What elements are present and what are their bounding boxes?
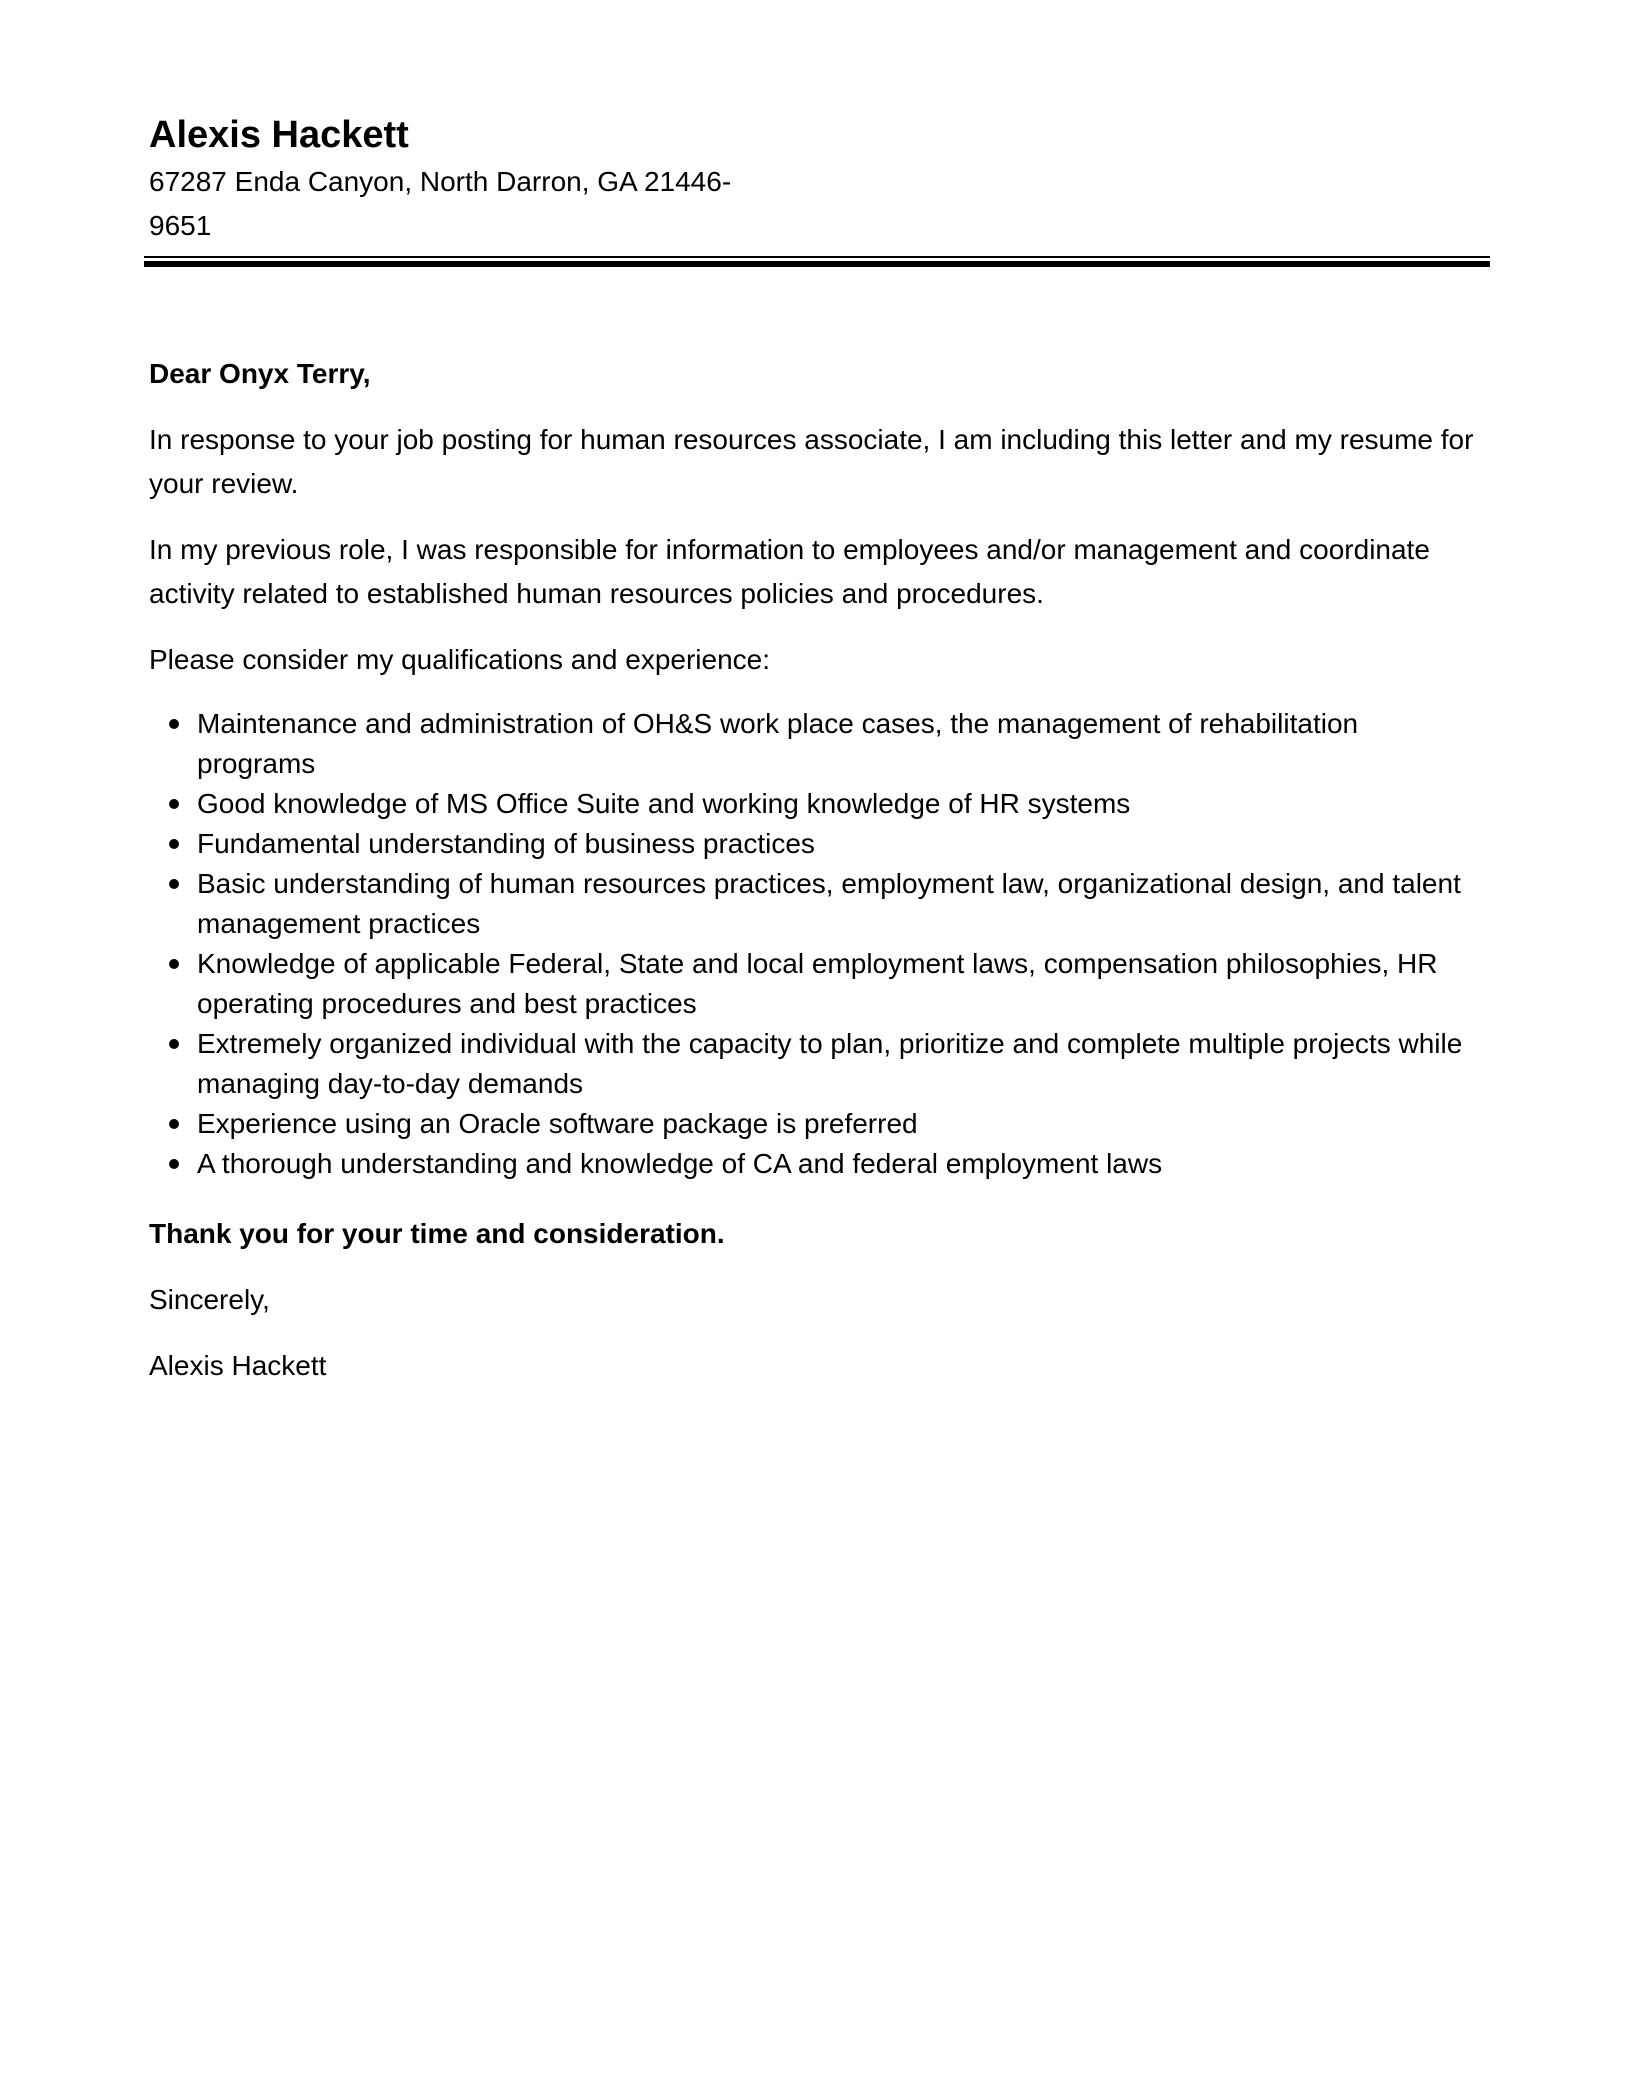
qualification-text: Knowledge of applicable Federal, State and local employment laws, compensation philosophies, HR operating procedures and best practices [197, 948, 1438, 1019]
sender-address-line1: 67287 Enda Canyon, North Darron, GA 21446- [149, 166, 732, 197]
thanks-line: Thank you for your time and consideration. [149, 1218, 725, 1249]
bullet-icon [169, 879, 179, 889]
bullet-icon [169, 1159, 179, 1169]
list-item [149, 1104, 1479, 1144]
list-item [149, 1144, 1479, 1184]
header-divider-thin-line [144, 256, 1490, 258]
list-item [149, 944, 1479, 1024]
sender-address-line2: 9651 [149, 210, 212, 241]
list-item [149, 784, 1479, 824]
bullet-icon [169, 1119, 179, 1129]
list-item [149, 704, 1479, 784]
sender-name: Alexis Hackett [149, 114, 409, 156]
closing: Sincerely, [149, 1284, 270, 1315]
qualification-text: Fundamental understanding of business practices [197, 828, 815, 859]
list-item [149, 1024, 1479, 1104]
bullet-icon [169, 719, 179, 729]
letter-body [149, 352, 1479, 1410]
qualification-text: Basic understanding of human resources practices, employment law, organizational design, and talent management practices [197, 868, 1461, 939]
bullet-icon [169, 1039, 179, 1049]
bullet-icon [169, 799, 179, 809]
qualification-text: Good knowledge of MS Office Suite and working knowledge of HR systems [197, 788, 1131, 819]
header-divider [144, 256, 1490, 268]
signature-name: Alexis Hackett [149, 1350, 327, 1381]
sender-address [149, 160, 749, 248]
qualification-text: Maintenance and administration of OH&S work place cases, the management of rehabilitation programs [197, 708, 1359, 779]
qualifications-intro: Please consider my qualifications and experience: [149, 644, 771, 675]
header-divider-thick-line [144, 261, 1490, 267]
salutation: Dear Onyx Terry, [149, 358, 371, 389]
intro-paragraph: In response to your job posting for human resources associate, I am including this letter and my resume for your review. [149, 424, 1474, 499]
experience-paragraph: In my previous role, I was responsible for information to employees and/or management and coordinate activity related to established human resources policies and procedures. [149, 534, 1430, 609]
letterhead [149, 110, 749, 248]
qualification-text: A thorough understanding and knowledge of CA and federal employment laws [197, 1148, 1163, 1179]
qualification-text: Experience using an Oracle software package is preferred [197, 1108, 918, 1139]
qualifications-list [149, 704, 1479, 1184]
list-item [149, 864, 1479, 944]
list-item [149, 824, 1479, 864]
bullet-icon [169, 839, 179, 849]
qualification-text: Extremely organized individual with the capacity to plan, prioritize and complete multiple projects while managing day-to-day demands [197, 1028, 1463, 1099]
bullet-icon [169, 959, 179, 969]
